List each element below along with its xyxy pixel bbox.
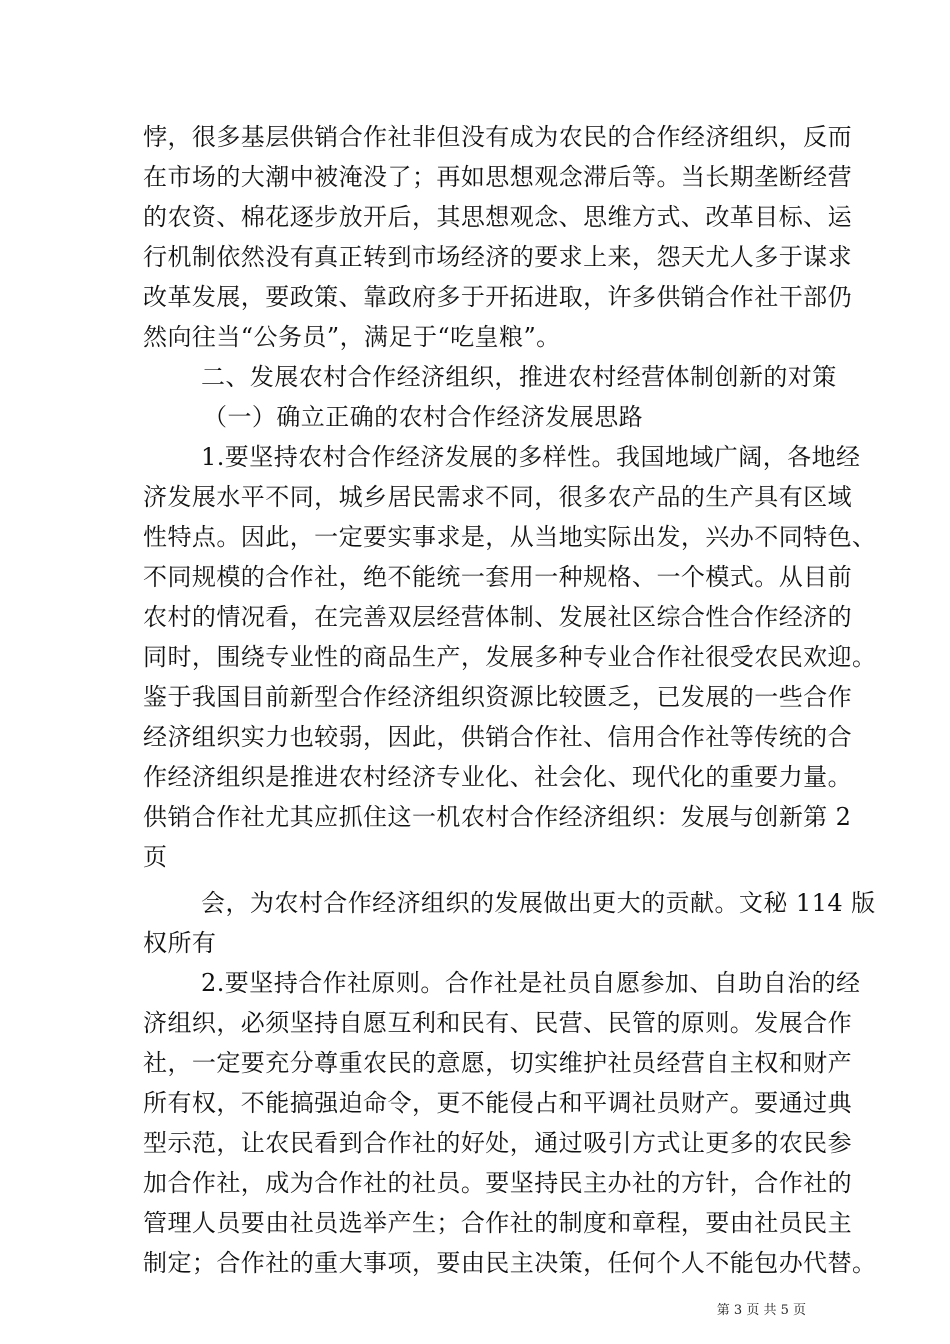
text-line: 制定；合作社的重大事项，要由民主决策，任何个人不能包办代替。 xyxy=(143,1249,877,1277)
text-line: 管理人员要由社员选举产生；合作社的制度和章程，要由社员民主 xyxy=(143,1209,853,1237)
text-line: 农村的情况看，在完善双层经营体制、发展社区综合性合作经济的 xyxy=(143,603,853,631)
text-line: 鉴于我国目前新型合作经济组织资源比较匮乏，已发展的一些合作 xyxy=(143,683,853,711)
text-line: 性特点。因此，一定要实事求是，从当地实际出发，兴办不同特色、 xyxy=(143,523,877,551)
text-line: 悖，很多基层供销合作社非但没有成为农民的合作经济组织，反而 xyxy=(143,123,853,151)
text-line: 所有权，不能搞强迫命令，更不能侵占和平调社员财产。要通过典 xyxy=(143,1089,853,1117)
text-line: 1.要坚持农村合作经济发展的多样性。我国地域广阔，各地经 xyxy=(201,443,861,471)
document-body xyxy=(143,117,877,1283)
text-line: 经济组织实力也较弱，因此，供销合作社、信用合作社等传统的合 xyxy=(143,723,853,751)
text-line: 页 xyxy=(143,843,168,871)
text-line: 权所有 xyxy=(143,929,217,957)
text-line: 加合作社，成为合作社的社员。要坚持民主办社的方针，合作社的 xyxy=(143,1169,853,1197)
text-line: 2.要坚持合作社原则。合作社是社员自愿参加、自助自治的经 xyxy=(201,969,861,997)
text-line: 行机制依然没有真正转到市场经济的要求上来，怨天尤人多于谋求 xyxy=(143,243,853,271)
section-heading: 二、发展农村合作经济组织，推进农村经营体制创新的对策 xyxy=(201,363,837,391)
subsection-heading: （一）确立正确的农村合作经济发展思路 xyxy=(203,403,644,431)
page-number-footer: 第 3 页 共 5 页 xyxy=(716,1303,806,1318)
text-line: 会，为农村合作经济组织的发展做出更大的贡献。文秘 114 版 xyxy=(201,889,876,917)
text-line: 社，一定要充分尊重农民的意愿，切实维护社员经营自主权和财产 xyxy=(143,1049,853,1077)
text-line: 型示范，让农民看到合作社的好处，通过吸引方式让更多的农民参 xyxy=(143,1129,853,1157)
text-line: 改革发展，要政策、靠政府多于开拓进取，许多供销合作社干部仍 xyxy=(143,283,853,311)
text-line: 济发展水平不同，城乡居民需求不同，很多农产品的生产具有区域 xyxy=(143,483,853,511)
text-line: 济组织，必须坚持自愿互利和民有、民营、民管的原则。发展合作 xyxy=(143,1009,853,1037)
text-line: 在市场的大潮中被淹没了；再如思想观念滞后等。当长期垄断经营 xyxy=(143,163,853,191)
text-line: 同时，围绕专业性的商品生产，发展多种专业合作社很受农民欢迎。 xyxy=(143,643,877,671)
text-line: 作经济组织是推进农村经济专业化、社会化、现代化的重要力量。 xyxy=(143,763,853,791)
text-line: 然向往当“公务员”，满足于“吃皇粮”。 xyxy=(143,323,561,351)
text-line: 不同规模的合作社，绝不能统一套用一种规格、一个模式。从目前 xyxy=(143,563,853,591)
text-line: 供销合作社尤其应抓住这一机农村合作经济组织：发展与创新第 2 xyxy=(143,803,852,831)
text-line: 的农资、棉花逐步放开后，其思想观念、思维方式、改革目标、运 xyxy=(143,203,853,231)
